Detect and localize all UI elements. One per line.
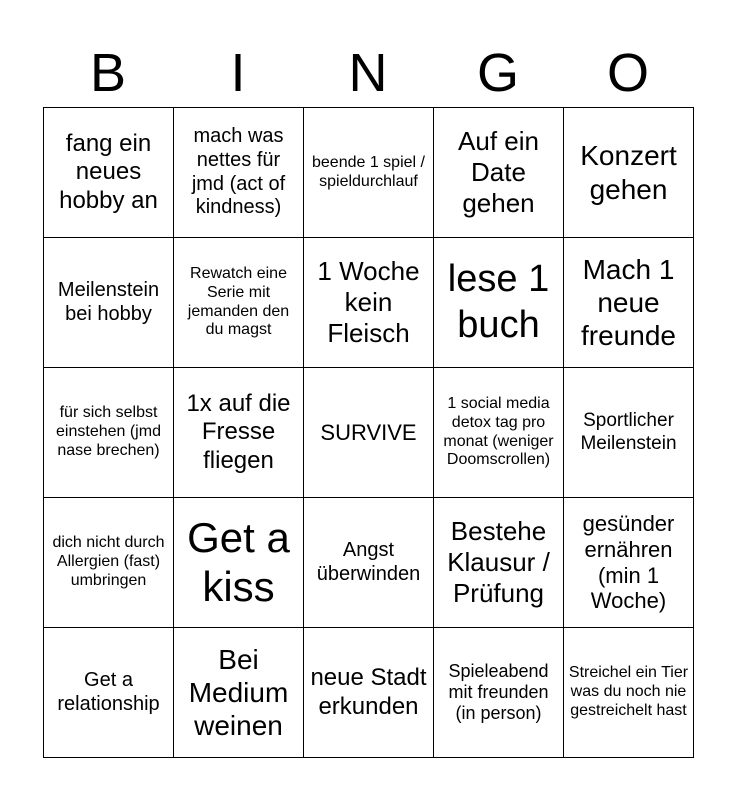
- bingo-cell[interactable]: 1 social media detox tag pro monat (weniger Doomscrollen): [434, 368, 564, 498]
- bingo-cell[interactable]: Streichel ein Tier was du noch nie gestreichelt hast: [564, 628, 694, 758]
- bingo-cell[interactable]: Angst überwinden: [304, 498, 434, 628]
- bingo-cell[interactable]: Auf ein Date gehen: [434, 108, 564, 238]
- header-letter-g: G: [476, 43, 519, 103]
- bingo-cell[interactable]: für sich selbst einstehen (jmd nase brechen): [44, 368, 174, 498]
- bingo-cell[interactable]: fang ein neues hobby an: [44, 108, 174, 238]
- header-letter-n: N: [348, 43, 388, 103]
- bingo-cell[interactable]: Mach 1 neue freunde: [564, 238, 694, 368]
- bingo-grid: [43, 107, 694, 758]
- header-letter-i: I: [230, 43, 246, 103]
- bingo-header: [43, 38, 693, 108]
- bingo-cell[interactable]: Get a relationship: [44, 628, 174, 758]
- bingo-cell[interactable]: Sportlicher Meilenstein: [564, 368, 694, 498]
- header-letter-o: O: [606, 43, 649, 103]
- header-letter-b: B: [89, 43, 127, 103]
- bingo-cell[interactable]: mach was nettes für jmd (act of kindness): [174, 108, 304, 238]
- bingo-cell[interactable]: Meilenstein bei hobby: [44, 238, 174, 368]
- bingo-cell[interactable]: beende 1 spiel / spieldurchlauf: [304, 108, 434, 238]
- bingo-cell[interactable]: Konzert gehen: [564, 108, 694, 238]
- bingo-cell[interactable]: neue Stadt erkunden: [304, 628, 434, 758]
- bingo-cell[interactable]: 1x auf die Fresse fliegen: [174, 368, 304, 498]
- bingo-cell[interactable]: SURVIVE: [304, 368, 434, 498]
- bingo-cell[interactable]: gesünder ernähren (min 1 Woche): [564, 498, 694, 628]
- bingo-cell[interactable]: 1 Woche kein Fleisch: [304, 238, 434, 368]
- bingo-cell[interactable]: Bestehe Klausur / Prüfung: [434, 498, 564, 628]
- bingo-cell[interactable]: Get a kiss: [174, 498, 304, 628]
- bingo-cell[interactable]: lese 1 buch: [434, 238, 564, 368]
- bingo-cell[interactable]: Rewatch eine Serie mit jemanden den du magst: [174, 238, 304, 368]
- bingo-cell[interactable]: Spieleabend mit freunden (in person): [434, 628, 564, 758]
- bingo-cell[interactable]: Bei Medium weinen: [174, 628, 304, 758]
- bingo-cell[interactable]: dich nicht durch Allergien (fast) umbringen: [44, 498, 174, 628]
